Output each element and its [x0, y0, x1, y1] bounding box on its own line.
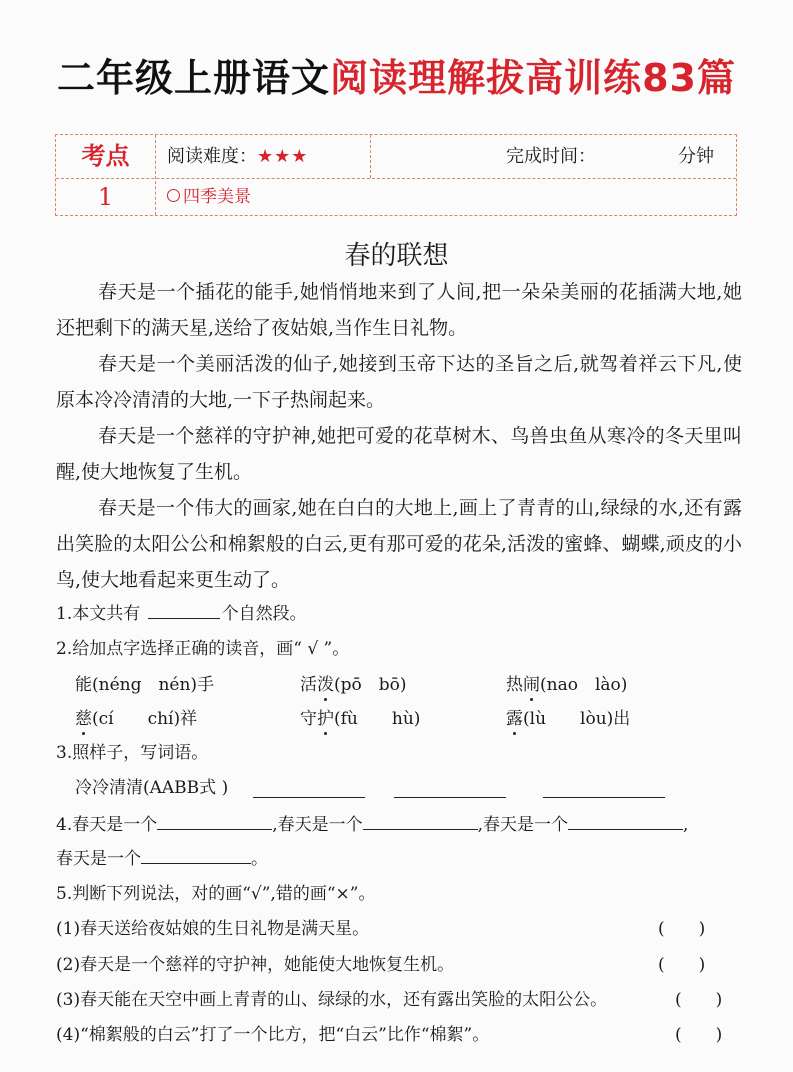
- q1-text: 1.本文共有: [56, 604, 141, 624]
- answer-blank[interactable]: [394, 783, 506, 798]
- pinyin-choice: 守护(fù hù): [300, 709, 421, 729]
- answer-blank[interactable]: [253, 783, 365, 798]
- passage-title: 春的联想: [344, 241, 449, 271]
- kaodian-number: 1: [97, 183, 114, 211]
- judge-item: (2)春天是一个慈祥的守护神，她能使大地恢复生机。: [56, 955, 455, 975]
- page-title: [0, 48, 793, 108]
- answer-blank[interactable]: [363, 815, 478, 830]
- info-divider: [370, 135, 371, 178]
- answer-paren[interactable]: ( ): [675, 1025, 723, 1045]
- info-row-2: [56, 178, 736, 216]
- question-5: 5.判断下列说法，对的画“√”,错的画“×”。: [56, 884, 376, 904]
- judge-item: (4)“棉絮般的白云”打了一个比方，把“白云”比作“棉絮”。: [56, 1025, 490, 1045]
- paragraph-4: 春天是一个伟大的画家,她在白白的大地上,画上了青青的山,绿绿的水,还有露出笑脸的太阳公公和棉絮般的白云,更有那可爱的花朵,活泼的蜜蜂、蝴蝶,顽皮的小鸟,使大地看起来更生动了。: [56, 497, 742, 591]
- answer-blank[interactable]: [148, 604, 220, 619]
- question-2: 2.给加点字选择正确的读音，画“ √ ”。: [56, 639, 350, 659]
- paragraph-3: 春天是一个慈祥的守护神,她把可爱的花草树木、鸟兽虫鱼从寒冷的冬天里叫醒,使大地恢复了生机。: [56, 425, 742, 483]
- answer-paren[interactable]: ( ): [658, 919, 706, 939]
- pinyin-choice: 露(lù lòu)出: [506, 709, 631, 729]
- time-label: 完成时间：: [506, 146, 596, 167]
- judge-item: (1)春天送给夜姑娘的生日礼物是满天星。: [56, 919, 370, 939]
- answer-paren[interactable]: ( ): [658, 955, 706, 975]
- judge-item: (3)春天能在天空中画上青青的山、绿绿的水，还有露出笑脸的太阳公公。: [56, 990, 608, 1010]
- topic: [167, 178, 251, 216]
- pinyin-choice: 活泼(pō bō): [300, 675, 407, 695]
- question-3: 3.照样子，写词语。: [56, 743, 209, 763]
- q1-text-end: 个自然段。: [221, 604, 307, 624]
- info-divider: [155, 135, 156, 215]
- difficulty-label: 阅读难度：: [167, 146, 257, 167]
- kaodian-label: 考点: [81, 142, 130, 170]
- difficulty-stars: ★★★: [257, 146, 309, 167]
- info-table: [55, 134, 737, 216]
- info-row-1: [56, 135, 736, 179]
- title-red-part: 阅读理解拔高训练83篇: [330, 56, 736, 100]
- pinyin-choice: 能(néng nén)手: [75, 675, 215, 695]
- paragraph-2: 春天是一个美丽活泼的仙子,她接到玉帝下达的圣旨之后,就驾着祥云下凡,使原本冷冷清清的大地,一下子热闹起来。: [56, 353, 742, 411]
- answer-blank[interactable]: [157, 815, 272, 830]
- answer-blank[interactable]: [543, 783, 665, 798]
- paragraph-1: 春天是一个插花的能手,她悄悄地来到了人间,把一朵朵美丽的花插满大地,她还把剩下的满天星,送给了夜姑娘,当作生日礼物。: [56, 281, 742, 339]
- answer-blank[interactable]: [568, 815, 683, 830]
- time-unit: 分钟: [678, 146, 714, 167]
- answer-blank[interactable]: [141, 849, 251, 864]
- circle-icon: [167, 189, 180, 202]
- question-4-cont: 春天是一个 。: [56, 849, 268, 869]
- answer-paren[interactable]: ( ): [675, 990, 723, 1010]
- question-1: [56, 602, 307, 626]
- difficulty: [167, 135, 308, 178]
- title-black-part: 二年级上册语文: [57, 56, 331, 100]
- question-4: 4.春天是一个 ,春天是一个 ,春天是一个 ,: [56, 815, 689, 835]
- q3-example: 冷冷清清(AABB式 ): [75, 778, 229, 798]
- topic-label: 四季美景: [183, 187, 251, 207]
- pinyin-choice: 热闹(nao lào): [506, 675, 628, 695]
- pinyin-choice: 慈(cí chí)祥: [75, 709, 198, 729]
